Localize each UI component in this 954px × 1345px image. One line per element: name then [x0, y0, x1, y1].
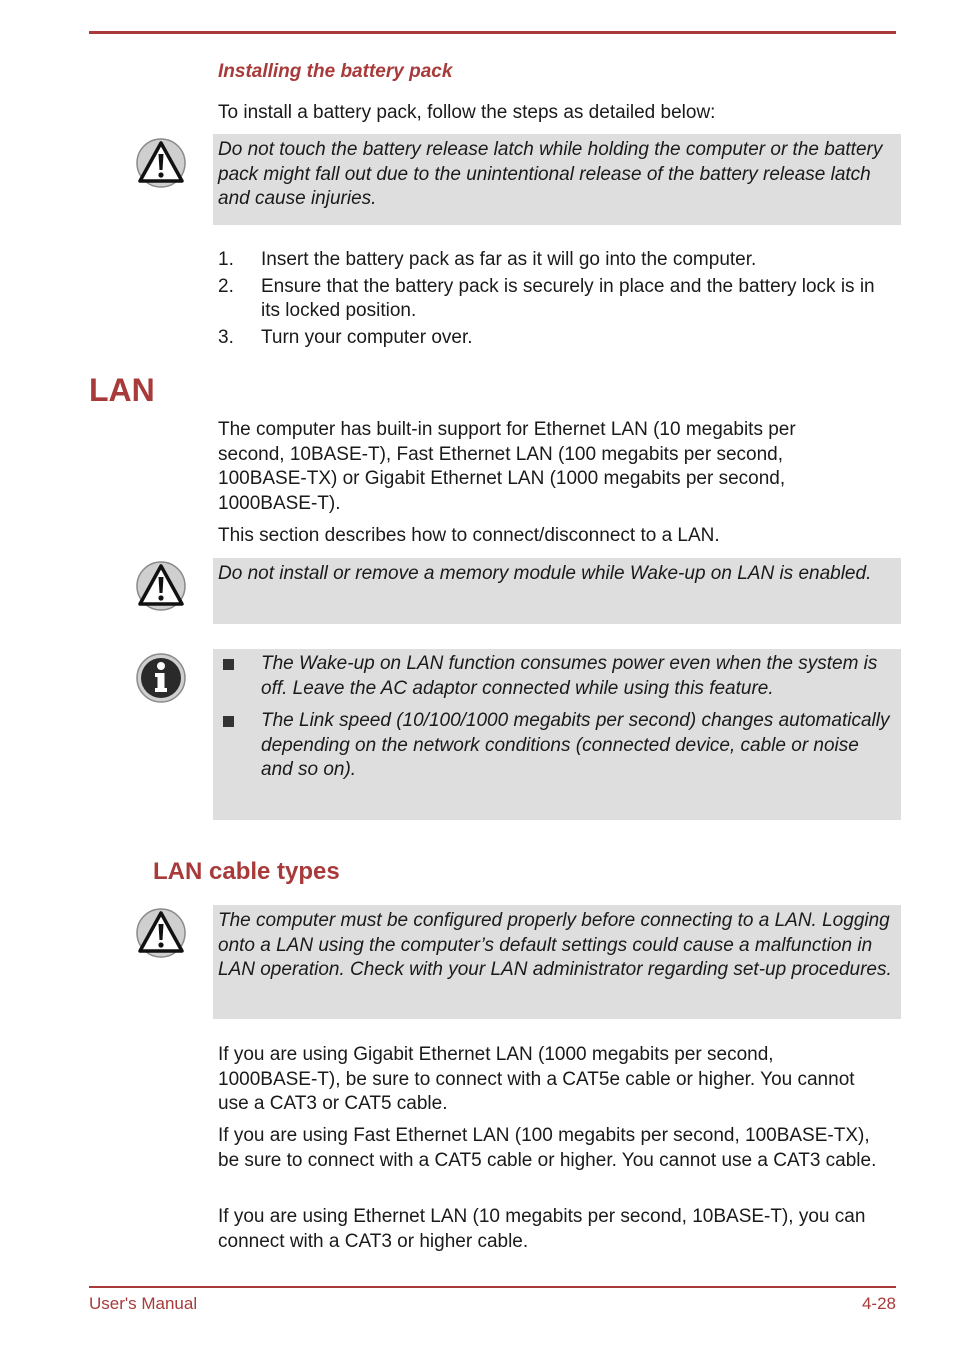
- cable-types-heading: LAN cable types: [153, 858, 340, 885]
- lan-heading: LAN: [89, 372, 155, 408]
- info-note: [213, 649, 901, 820]
- footer-title: User's Manual: [89, 1294, 198, 1313]
- list-item: 3. Turn your computer over.: [218, 326, 473, 348]
- subsection-title: Installing the battery pack: [218, 61, 453, 82]
- warning-triangle-icon: [135, 560, 187, 612]
- page-number: 4-28: [861, 1294, 896, 1313]
- cable-paragraph-3: If you are using Ethernet LAN (10 megabits per second, 10BASE-T), you can connect with a CAT3 or higher cable.: [218, 1206, 866, 1252]
- info-icon: [135, 652, 187, 704]
- warning-triangle-icon: [135, 907, 187, 959]
- lan-paragraph-1: The computer has built-in support for Ethernet LAN (10 megabits per second, 10BASE-T), Fast Ethernet LAN (100 megabits per second, 100BASE-TX) or Gigabit Ethernet LAN (1000 megabits per second, 1000BASE-T).: [218, 419, 796, 514]
- warning-triangle-icon: [135, 137, 187, 189]
- cable-paragraph-2: If you are using Fast Ethernet LAN (100 megabits per second, 100BASE-TX), be sure to connect with a CAT5 cable or higher. You cannot use a CAT3 cable.: [218, 1125, 877, 1171]
- list-item: The Link speed (10/100/1000 megabits per second) changes automatically depending on the network conditions (connected device, cable or noise and so on).: [218, 709, 895, 783]
- warning-note-1: Do not touch the battery release latch while holding the computer or the battery pack might fall out due to the unintentional release of the battery release latch and cause injuries.: [213, 134, 901, 225]
- header-rule: [89, 31, 896, 34]
- cable-paragraph-1: If you are using Gigabit Ethernet LAN (1000 megabits per second, 1000BASE-T), be sure to connect with a CAT5e cable or higher. You cannot use a CAT3 or CAT5 cable.: [218, 1044, 855, 1114]
- footer-rule: [89, 1286, 896, 1288]
- warning-note-3: The computer must be configured properly before connecting to a LAN. Logging onto a LAN using the computer’s default settings could cause a malfunction in LAN operation. Check with your LAN administrator regarding set-up procedures.: [213, 905, 901, 1019]
- list-item: 2. Ensure that the battery pack is securely in place and the battery lock is in its locked position.: [218, 275, 875, 321]
- warning-note-2: Do not install or remove a memory module while Wake-up on LAN is enabled.: [213, 558, 901, 624]
- list-item: The Wake-up on LAN function consumes power even when the system is off. Leave the AC adaptor connected while using this feature.: [218, 652, 895, 701]
- steps-list: [218, 248, 898, 352]
- lan-paragraph-2: This section describes how to connect/disconnect to a LAN.: [218, 525, 720, 546]
- list-item: 1. Insert the battery pack as far as it will go into the computer.: [218, 249, 757, 270]
- intro-text: To install a battery pack, follow the steps as detailed below:: [218, 102, 716, 123]
